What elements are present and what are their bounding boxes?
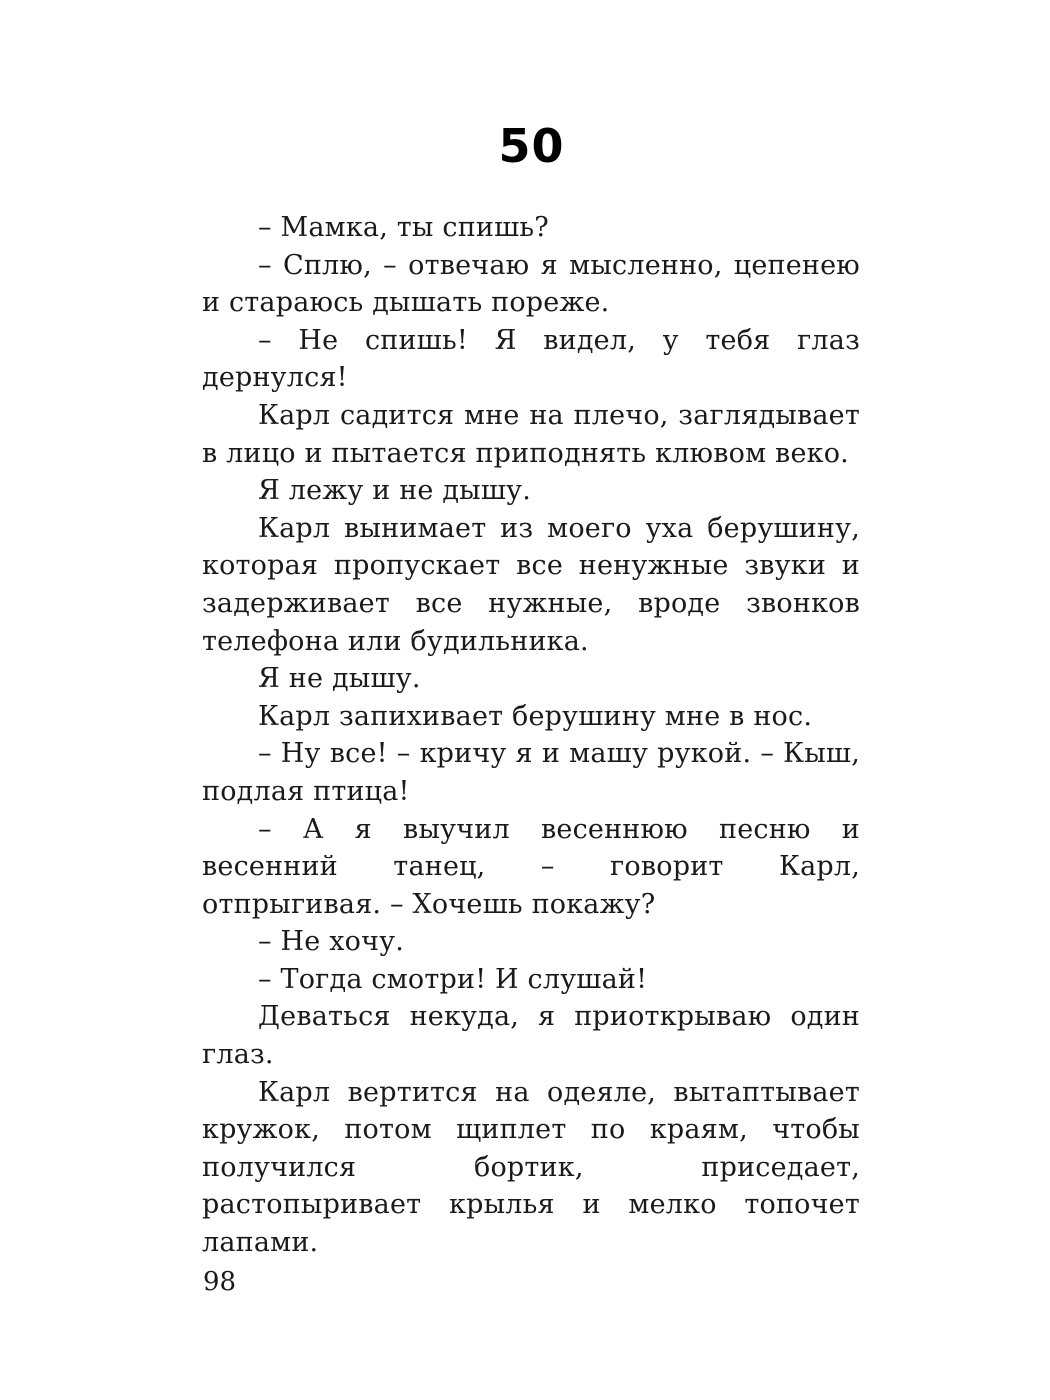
- body-text: [202, 209, 860, 1262]
- paragraph: – Сплю, – отвечаю я мысленно, цепенею и стараюсь дышать пореже.: [202, 249, 860, 319]
- paragraph: Я лежу и не дышу.: [258, 475, 532, 507]
- paragraph: – Не хочу.: [258, 926, 404, 958]
- paragraph: Карл вертится на одеяле, вытаптывает кружок, потом щиплет по краям, чтобы получился бортик, приседает, растопыривает крылья и мелко топочет лапами.: [202, 1076, 860, 1259]
- paragraph: Деваться некуда, я приоткрываю один глаз.: [202, 1001, 860, 1071]
- paragraph: Карл садится мне на плечо, заглядывает в лицо и пытается приподнять клювом веко.: [202, 399, 860, 469]
- chapter-number: 50: [498, 119, 565, 173]
- page-number: 98: [203, 1267, 237, 1297]
- paragraph: – Не спишь! Я видел, у тебя глаз дернулся!: [202, 324, 860, 394]
- paragraph: Карл запихивает берушину мне в нос.: [258, 700, 813, 732]
- paragraph: Я не дышу.: [258, 663, 421, 695]
- paragraph: – Мамка, ты спишь?: [258, 212, 549, 243]
- paragraph: – А я выучил весеннюю песню и весенний танец, – говорит Карл, отпрыгивая. – Хочешь покажу?: [202, 813, 860, 920]
- paragraph: – Тогда смотри! И слушай!: [258, 963, 648, 995]
- paragraph: – Ну все! – кричу я и машу рукой. – Кыш, подлая птица!: [202, 738, 860, 807]
- paragraph: Карл вынимает из моего уха берушину, которая пропускает все ненужные звуки и задерживает все нужные, вроде звонков телефона или будильника.: [202, 512, 860, 657]
